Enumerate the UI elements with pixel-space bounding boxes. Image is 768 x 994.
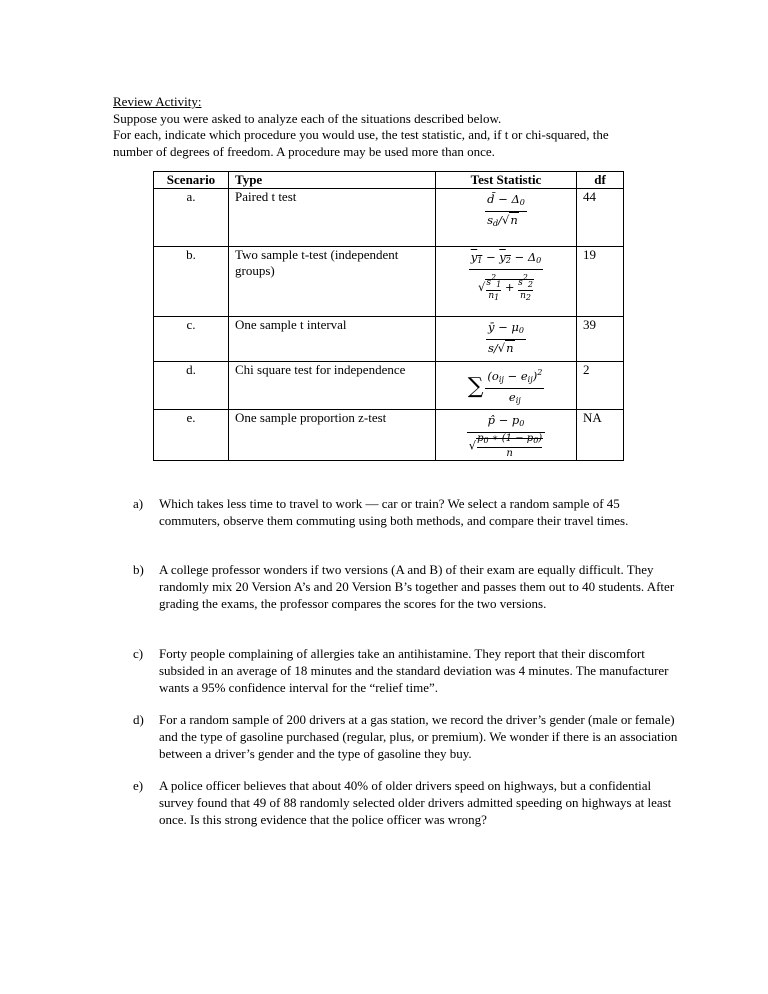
df-cell: 39 xyxy=(577,317,624,362)
question-label: a) xyxy=(133,496,144,511)
type-cell: Paired t test xyxy=(229,189,436,247)
question-text: Which takes less time to travel to work — car or train? We select a random sample of 45 commuters, observe them commuting using both methods, and compare their travel times. xyxy=(159,496,629,528)
formula-one-sample-t: $\frac{ȳ - \mu_0}{s/√n}$ xyxy=(436,317,577,362)
intro-line-2: For each, indicate which procedure you would use, the test statistic, and, if t or chi-squared, the xyxy=(113,127,609,142)
header-type: Type xyxy=(229,172,436,189)
question-text: For a random sample of 200 drivers at a gas station, we record the driver’s gender (male or female) and the type of gasoline purchased (regular, plus, or premium). We wonder if there is an association between a driver’s gender and the type of gasoline they buy. xyxy=(159,712,678,761)
type-cell: One sample proportion z-test xyxy=(229,410,436,461)
intro-line-3: number of degrees of freedom. A procedure may be used more than once. xyxy=(113,144,495,159)
table-row xyxy=(154,317,624,362)
header-scenario: Scenario xyxy=(154,172,229,189)
scenario-cell: d. xyxy=(154,362,229,410)
table-row xyxy=(154,410,624,461)
question-label: b) xyxy=(133,562,144,577)
formula-paired-t: $\frac{d̄ - \Delta_0}{s_d/√n}$ xyxy=(436,189,577,247)
formula-two-sample-t: $y_1 - y_2 - \Delta_0$ √ $\frac{s21}{n1}$ + $\frac{s22}{n2}$ xyxy=(436,247,577,317)
table-header-row xyxy=(154,172,624,189)
activity-heading: Review Activity: xyxy=(113,94,202,109)
type-cell: One sample t interval xyxy=(229,317,436,362)
question-text: Forty people complaining of allergies take an antihistamine. They report that their discomfort subsided in an average of 18 minutes and the standard deviation was 4 minutes. The manufacturer wants a 95% confidence interval for the “relief time”. xyxy=(159,646,669,695)
type-cell: Two sample t-test (independent groups) xyxy=(229,247,436,317)
df-cell: 2 xyxy=(577,362,624,410)
table-row xyxy=(154,247,624,317)
question-label: e) xyxy=(133,778,144,793)
df-cell: 19 xyxy=(577,247,624,317)
table-row xyxy=(154,189,624,247)
scenario-cell: c. xyxy=(154,317,229,362)
question-label: d) xyxy=(133,712,144,727)
header-test-statistic: Test Statistic xyxy=(436,172,577,189)
table-row xyxy=(154,362,624,410)
question-text: A college professor wonders if two versions (A and B) of their exam are equally difficult. They randomly mix 20 Version A’s and 20 Version B’s together and passes them out to 40 students. After grading the exams, the professor compares the scores for the two versions. xyxy=(159,562,675,611)
scenario-cell: a. xyxy=(154,189,229,247)
formula-proportion-z: p̂ − $p_0$ √ $\frac{p_0 ∗ (1 - p_0)}{n}$ xyxy=(436,410,577,461)
procedure-table xyxy=(153,171,624,461)
scenario-cell: b. xyxy=(154,247,229,317)
scenario-cell: e. xyxy=(154,410,229,461)
question-text: A police officer believes that about 40% of older drivers speed on highways, but a confidential survey found that 49 of 88 randomly selected older drivers admitted speeding on highways at least once. Is this strong evidence that the police officer was wrong? xyxy=(159,778,672,827)
formula-chi-square: ∑ $\frac{(o_{ij} - e_{ij})^2}{e_{ij}}$ xyxy=(436,362,577,410)
intro-line-1: Suppose you were asked to analyze each of the situations described below. xyxy=(113,111,502,126)
df-cell: 44 xyxy=(577,189,624,247)
df-cell: NA xyxy=(577,410,624,461)
type-cell: Chi square test for independence xyxy=(229,362,436,410)
header-df: df xyxy=(577,172,624,189)
question-label: c) xyxy=(133,646,144,661)
